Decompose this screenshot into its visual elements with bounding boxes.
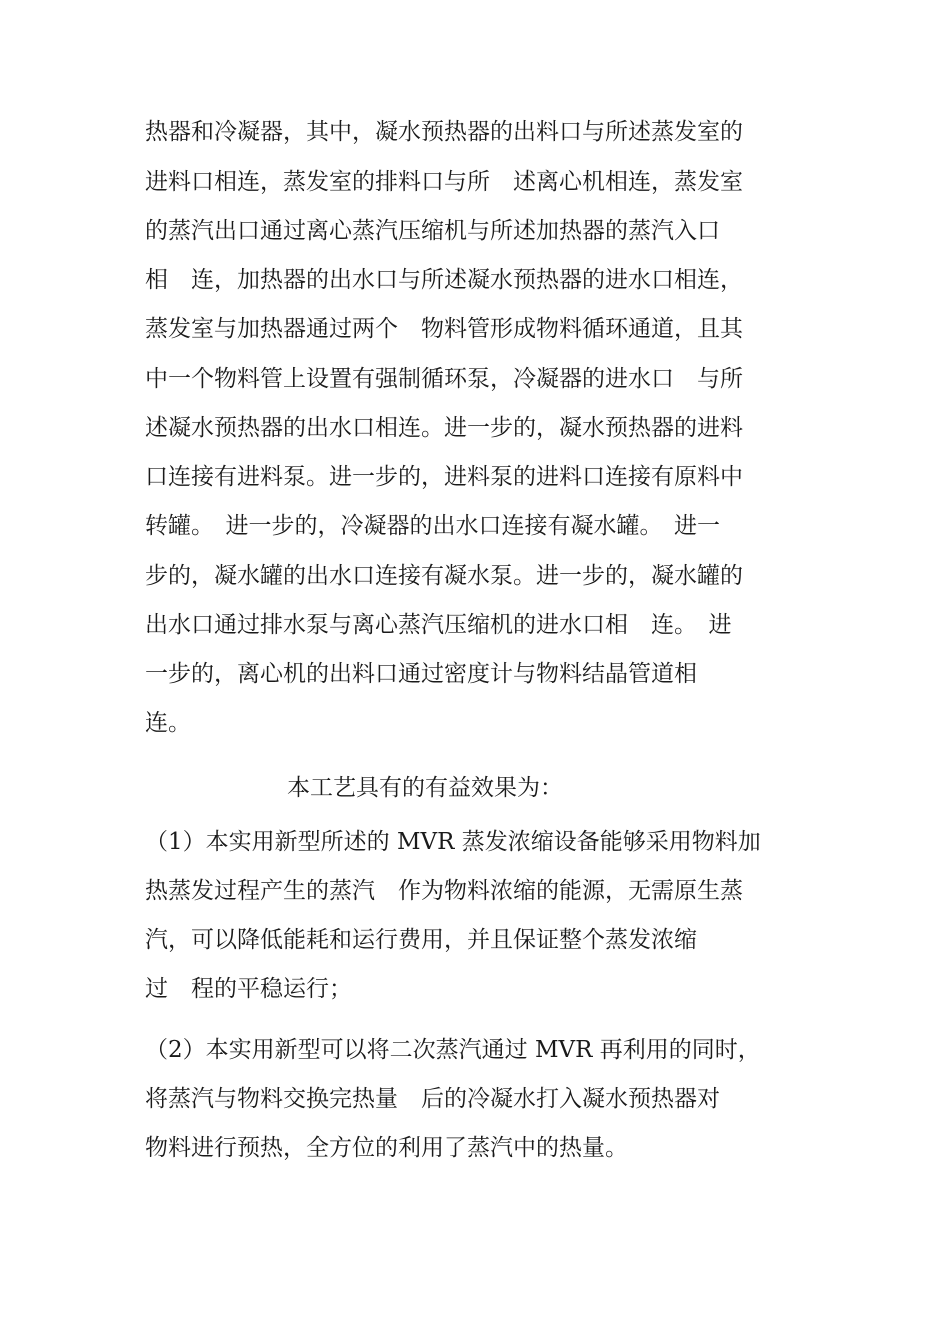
text-line: 一步的，离心机的出料口通过密度计与物料结晶管道相 xyxy=(145,661,697,687)
text-line: 口连接有进料泵。进一步的，进料泵的进料口连接有原料中 xyxy=(145,464,743,490)
text-line: （1）本实用新型所述的 MVR 蒸发浓缩设备能够采用物料加 xyxy=(145,829,761,855)
text-line: 过 程的平稳运行； xyxy=(145,976,352,1002)
text-line: 汽，可以降低能耗和运行费用，并且保证整个蒸发浓缩 xyxy=(145,927,697,953)
text-line: 蒸发室与加热器通过两个 物料管形成物料循环通道，且其 xyxy=(145,316,743,342)
text-line: 热蒸发过程产生的蒸汽 作为物料浓缩的能源，无需原生蒸 xyxy=(145,878,743,904)
text-line: 中一个物料管上设置有强制循环泵，冷凝器的进水口 与所 xyxy=(145,366,743,392)
text-line: 转罐。 进一步的，冷凝器的出水口连接有凝水罐。 进一 xyxy=(145,513,720,539)
text-line: （2）本实用新型可以将二次蒸汽通过 MVR 再利用的同时， xyxy=(145,1037,761,1063)
text-line: 的蒸汽出口通过离心蒸汽压缩机与所述加热器的蒸汽入口 xyxy=(145,218,720,244)
text-line: 相 连，加热器的出水口与所述凝水预热器的进水口相连， xyxy=(145,267,743,293)
text-line: 进料口相连，蒸发室的排料口与所 述离心机相连，蒸发室 xyxy=(145,169,743,195)
section-heading: 本工艺具有的有益效果为： xyxy=(287,775,563,801)
text-line: 连。 xyxy=(145,710,191,736)
text-line: 步的，凝水罐的出水口连接有凝水泵。进一步的，凝水罐的 xyxy=(145,563,743,589)
text-line: 出水口通过排水泵与离心蒸汽压缩机的进水口相 连。 进 xyxy=(145,612,732,638)
text-line: 物料进行预热，全方位的利用了蒸汽中的热量。 xyxy=(145,1135,628,1161)
text-line: 热器和冷凝器，其中，凝水预热器的出料口与所述蒸发室的 xyxy=(145,119,743,145)
text-line: 述凝水预热器的出水口相连。进一步的，凝水预热器的进料 xyxy=(145,415,743,441)
text-line: 将蒸汽与物料交换完热量 后的冷凝水打入凝水预热器对 xyxy=(145,1086,720,1112)
